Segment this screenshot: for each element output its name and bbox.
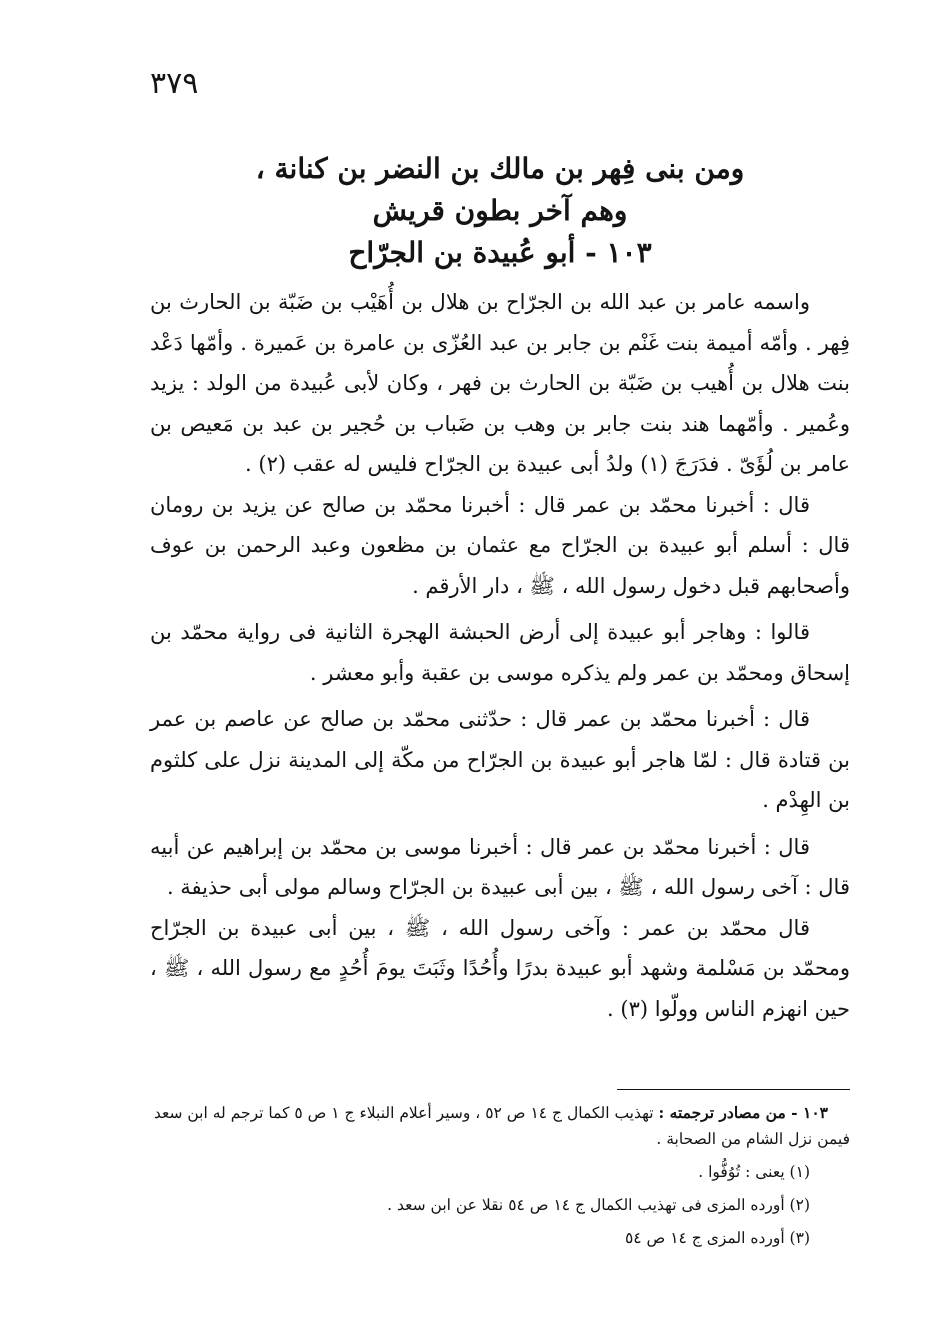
heading-line-1: ومن بنى فِهر بن مالك بن النضر بن كنانة ،	[255, 152, 745, 185]
footnote-3: (٣) أورده المزى ج ١٤ ص ٥٤	[624, 1229, 810, 1247]
entry-title: ١٠٣ - أبو عُبيدة بن الجرّاح	[348, 236, 652, 269]
footnote-sources-label: ١٠٣ - من مصادر ترجمته :	[658, 1103, 828, 1122]
paragraph-badr-uhud: قال محمّد بن عمر : وآخى رسول الله ، ﷺ ، بين أبى عبيدة بن الجرّاح ومحمّد بن مَسْلمة وشهد أبو عبيدة بدرًا وأُحُدًا وثَبَتَ يومَ أُحُدٍ مع رسول الله ، ﷺ ، حين انهزم الناس وولّوا (٣) .	[150, 915, 850, 1021]
paragraph-brotherhood: قال : أخبرنا محمّد بن عمر قال : أخبرنا موسى بن محمّد بن إبراهيم عن أبيه قال : آخى رسول الله ، ﷺ ، بين أبى عبيدة بن الجرّاح وسالم مولى أبى حذيفة .	[150, 834, 850, 899]
paragraph-lineage: واسمه عامر بن عبد الله بن الجرّاح بن هلال بن أُهَيْب بن ضَبّة بن الحارث بن فِهر . وأمّه أميمة بنت غَنْم بن جابر بن عبد العُزّى بن عامرة بن عَميرة . وأمّها دَعْد بنت هلال بن أُهيب بن ضَبّة بن الحارث بن فهر ، وكان لأبى عُبيدة من الولد : يزيد وعُمير . وأمّهما هند بنت جابر بن وهب بن ضَباب بن حُجير بن عبد بن مَعيص بن عامر بن لُؤَىّ . فدَرَجَ (١) ولدُ أبى عبيدة بن الجرّاح فليس له عقب (٢) .	[150, 290, 850, 476]
footnotes	[150, 1100, 850, 1251]
footnote-1: (١) يعنى : تُوُفُّوا .	[698, 1163, 810, 1181]
main-text	[150, 282, 850, 1029]
paragraph-abyssinia: قالوا : وهاجر أبو عبيدة إلى أرض الحبشة الهجرة الثانية فى رواية محمّد بن إسحاق ومحمّد بن عمر ولم يذكره موسى بن عقبة وأبو معشر .	[150, 620, 850, 685]
footnote-2: (٢) أورده المزى فى تهذيب الكمال ج ١٤ ص ٥٤ نقلا عن ابن سعد .	[387, 1196, 810, 1214]
chapter-heading	[150, 148, 850, 274]
paragraph-conversion: قال : أخبرنا محمّد بن عمر قال : أخبرنا محمّد بن صالح عن يزيد بن رومان قال : أسلم أبو عبيدة بن الجرّاح مع عثمان بن مظعون وعبد الرحمن بن عوف وأصحابهم قبل دخول رسول الله ، ﷺ ، دار الأرقم .	[150, 492, 850, 598]
paragraph-migration: قال : أخبرنا محمّد بن عمر قال : حدّثنى محمّد بن صالح عن عاصم بن عمر بن قتادة قال : لمّا هاجر أبو عبيدة بن الجرّاح من مكّة إلى المدينة نزل على كلثوم بن الهِدْم .	[150, 707, 850, 812]
page-number: ٣٧٩	[150, 66, 199, 101]
footnote-sources-text: تهذيب الكمال ج ١٤ ص ٥٢ ، وسير أعلام النبلاء ج ١ ص ٥ كما ترجم له ابن سعد فيمن نزل الشام من الصحابة .	[153, 1104, 850, 1148]
heading-line-2: وهم آخر بطون قريش	[372, 194, 628, 227]
footnote-divider	[617, 1089, 850, 1090]
footnote-sources	[150, 1100, 850, 1152]
